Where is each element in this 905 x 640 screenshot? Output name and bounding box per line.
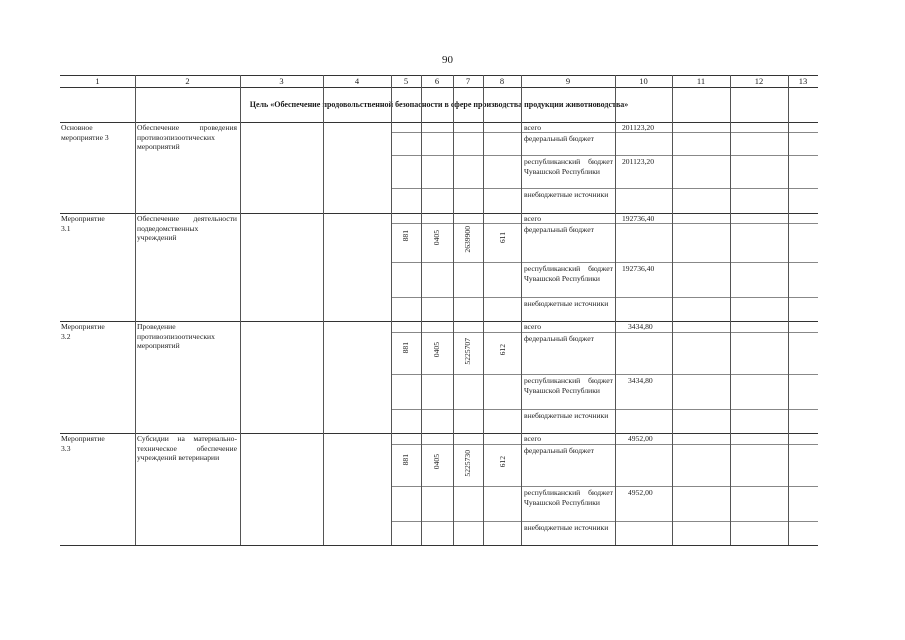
subrow-rule <box>391 297 818 298</box>
activity-description: Обеспечение проведения противоэпизоотических мероприятий <box>137 123 237 151</box>
column-divider <box>453 75 454 545</box>
amount-value: 3434,80 <box>628 376 653 385</box>
amount-value: 4952,00 <box>628 434 653 443</box>
subrow-rule <box>391 409 818 410</box>
header-col-1: 1 <box>95 76 100 86</box>
expense-type-code: 612 <box>498 456 507 468</box>
subrow-rule <box>391 374 818 375</box>
table-bottom-rule <box>60 545 818 546</box>
activity-description: Субсидии на материально-техническое обеспечение учреждений ветеринарии <box>137 434 237 462</box>
section-code: 0405 <box>432 454 441 470</box>
column-divider <box>421 75 422 545</box>
source-label: внебюджетные источники <box>524 523 609 532</box>
header-col-6: 6 <box>434 76 440 86</box>
activity-name: Основное мероприятие 3 <box>61 123 109 142</box>
amount-value: 201123,20 <box>622 157 654 166</box>
column-divider <box>615 75 616 545</box>
target-article-code: 5225730 <box>463 450 472 477</box>
header-col-2: 2 <box>185 76 190 86</box>
column-divider <box>135 75 136 545</box>
page-number: 90 <box>442 54 453 66</box>
source-label: всего <box>524 322 542 331</box>
column-divider <box>391 75 392 545</box>
amount-value: 192736,40 <box>622 264 655 273</box>
column-divider <box>730 75 731 545</box>
source-label: республиканский бюджет Чувашской Республики <box>524 488 613 507</box>
goal-heading: Цель «Обеспечение продовольственной безопасности в сфере производства продукции животноводства» <box>249 100 629 109</box>
header-col-11: 11 <box>696 76 706 86</box>
header-col-9: 9 <box>565 76 571 86</box>
source-label: всего <box>524 214 542 223</box>
source-label: республиканский бюджет Чувашской Республики <box>524 157 613 176</box>
activity-description: Проведение противоэпизоотических мероприятий <box>137 322 215 350</box>
source-label: республиканский бюджет Чувашской Республики <box>524 264 613 283</box>
activity-name: Мероприятие 3.2 <box>61 322 105 341</box>
column-divider <box>672 75 673 545</box>
source-label: всего <box>524 434 542 443</box>
subrow-rule <box>391 262 818 263</box>
header-col-7: 7 <box>465 76 471 86</box>
subrow-rule <box>391 486 818 487</box>
source-label: федеральный бюджет <box>524 225 594 234</box>
source-label: внебюджетные источники <box>524 411 609 420</box>
source-label: внебюджетные источники <box>524 299 609 308</box>
header-col-4: 4 <box>354 76 360 86</box>
section-code: 0405 <box>432 342 441 358</box>
header-col-5: 5 <box>403 76 409 86</box>
header-col-3: 3 <box>279 76 284 86</box>
grbs-code: 881 <box>401 454 410 466</box>
column-divider <box>240 75 241 545</box>
activity-description: Обеспечение деятельности подведомственных учреждений <box>137 214 237 242</box>
amount-value: 4952,00 <box>628 488 653 497</box>
grbs-code: 881 <box>401 230 410 242</box>
target-article-code: 2639900 <box>463 226 472 253</box>
activity-name: Мероприятие 3.1 <box>61 214 105 233</box>
section-code: 0405 <box>432 230 441 246</box>
amount-value: 3434,80 <box>628 322 653 331</box>
amount-value: 192736,40 <box>622 214 655 223</box>
column-divider <box>788 75 789 545</box>
source-label: федеральный бюджет <box>524 134 594 143</box>
header-col-8: 8 <box>499 76 505 86</box>
header-col-10: 10 <box>639 76 648 86</box>
expense-type-code: 611 <box>498 232 507 244</box>
source-label: внебюджетные источники <box>524 190 609 199</box>
column-divider <box>323 75 324 545</box>
header-bottom-rule <box>60 87 818 88</box>
grbs-code: 881 <box>401 342 410 354</box>
subrow-rule <box>391 444 818 445</box>
subrow-rule <box>391 521 818 522</box>
source-label: федеральный бюджет <box>524 334 594 343</box>
source-label: всего <box>524 123 542 132</box>
source-label: республиканский бюджет Чувашской Республики <box>524 376 613 395</box>
subrow-rule <box>391 188 818 189</box>
header-col-13: 13 <box>798 76 808 86</box>
subrow-rule <box>391 332 818 333</box>
column-divider <box>483 75 484 545</box>
subrow-rule <box>391 155 818 156</box>
source-label: федеральный бюджет <box>524 446 594 455</box>
activity-name: Мероприятие 3.3 <box>61 434 105 453</box>
amount-value: 201123,20 <box>622 123 654 132</box>
header-col-12: 12 <box>754 76 764 86</box>
expense-type-code: 612 <box>498 344 507 356</box>
column-divider <box>521 75 522 545</box>
target-article-code: 5225707 <box>463 338 472 365</box>
